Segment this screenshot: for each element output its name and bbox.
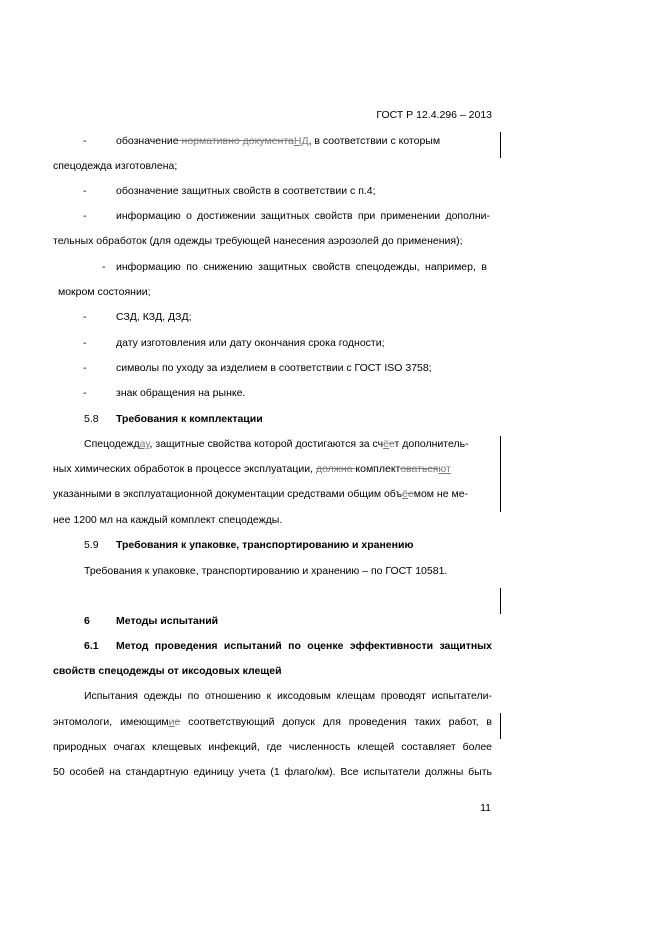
section-number: 5.8 xyxy=(84,413,99,425)
section-number: 6.1 xyxy=(84,640,99,652)
paragraph-line: 50 особей на стандартную единицу учета (1 флаго/км). Все испытатели должны быть xyxy=(53,766,492,778)
section-title-continuation: свойств спецодежды от иксодовых клещей xyxy=(53,665,282,677)
inserted-text: ё xyxy=(402,488,408,500)
deleted-text: нормативно документа xyxy=(178,135,294,147)
paragraph-line: энтомологи, имеющимие соответствующий допуск для проведения таких работ, в xyxy=(53,716,492,728)
inserted-text: и xyxy=(168,716,175,728)
deleted-text: е xyxy=(389,438,395,450)
list-item-protective-properties: обозначение защитных свойств в соответствии с п.4; xyxy=(116,185,376,197)
section-title-tick-protection: Метод проведения испытаний по оценке эффективности защитных xyxy=(116,640,492,652)
paragraph-line: указанными в эксплуатационной документации средствами общим объёемом не ме- xyxy=(53,488,469,500)
revision-bar xyxy=(500,436,501,512)
list-dash: - xyxy=(83,362,87,374)
page-number: 11 xyxy=(480,802,491,814)
revision-bar xyxy=(500,132,501,158)
deleted-text: е xyxy=(174,716,181,728)
section-title-test-methods: Методы испытаний xyxy=(116,615,219,627)
inserted-text: НД xyxy=(293,135,309,147)
list-dash: - xyxy=(83,387,87,399)
section-title-packaging: Требования к упаковке, транспортированию и хранению xyxy=(116,539,414,551)
paragraph-line: Испытания одежды по отношению к иксодовым клещам проводят испытатели- xyxy=(84,690,492,702)
list-dash: - xyxy=(102,261,106,273)
list-dash: - xyxy=(83,311,87,323)
deleted-text: оваться xyxy=(400,463,439,475)
list-item-care-symbols: символы по уходу за изделием в соответствии с ГОСТ ISO 3758; xyxy=(116,362,432,374)
list-item-market-sign: знак обращения на рынке. xyxy=(116,387,246,399)
revision-bar xyxy=(500,713,501,739)
list-item-continuation: тельных обработок (для одежды требующей нанесения аэрозолей до применения); xyxy=(53,235,463,247)
list-item-additional-treatment: информацию о достижении защитных свойств при применении дополни- xyxy=(116,210,490,222)
revision-bar xyxy=(500,588,501,614)
paragraph-line: Требования к упаковке, транспортированию и хранению – по ГОСТ 10581. xyxy=(84,565,448,577)
list-dash: - xyxy=(83,135,87,147)
list-item-property-reduction: информацию по снижению защитных свойств спецодежды, например, в xyxy=(116,261,487,273)
list-dash: - xyxy=(83,185,87,197)
list-dash: - xyxy=(83,337,87,349)
list-item-continuation: мокром состоянии; xyxy=(58,286,151,298)
inserted-text: ют xyxy=(438,463,451,475)
paragraph-line: нее 1200 мл на каждый комплект спецодежды. xyxy=(53,514,283,526)
inserted-text: ау xyxy=(139,438,150,450)
list-item-continuation: спецодежда изготовлена; xyxy=(53,160,178,172)
paragraph-line: Спецодеждау, защитные свойства которой достигаются за счёет дополнитель- xyxy=(84,438,469,450)
deleted-text: должна xyxy=(315,463,356,475)
section-number: 6 xyxy=(84,615,90,627)
paragraph-line: природных очагах клещевых инфекций, где численность клещей составляет более xyxy=(53,741,492,753)
list-item-manufacture-date: дату изготовления или дату окончания срока годности; xyxy=(116,337,385,349)
paragraph-line: ных химических обработок в процессе эксплуатации, должна комплектоватьсяют xyxy=(53,463,451,475)
list-dash: - xyxy=(83,210,87,222)
document-code-header: ГОСТ Р 12.4.296 – 2013 xyxy=(376,109,492,121)
section-number: 5.9 xyxy=(84,539,99,551)
deleted-text: е xyxy=(407,488,414,500)
inserted-text: ё xyxy=(383,438,389,450)
list-item-designation: обозначение нормативно документаНД, в соответствии с которым xyxy=(116,135,441,147)
list-item-szd: СЗД, КЗД, ДЗД; xyxy=(116,311,192,323)
section-title-completeness: Требования к комплектации xyxy=(116,413,263,425)
